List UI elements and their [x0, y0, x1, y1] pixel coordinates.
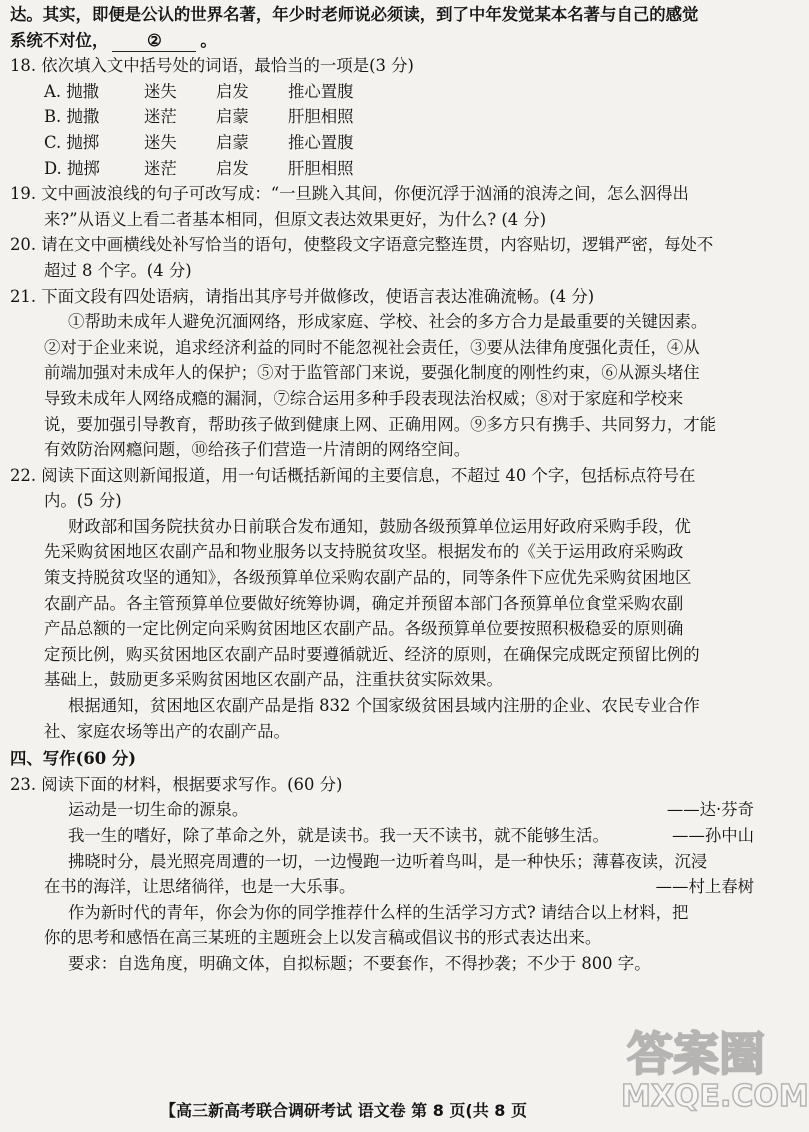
q23-task-line-2: 你的思考和感悟在高三某班的主题班会上以发言稿或倡议书的形式表达出来。 [44, 928, 602, 948]
q21-passage-line-3: 前端加强对未成年人的保护；⑤对于监管部门来说，要强化制度的刚性约束，⑥从源头堵住 [44, 363, 700, 383]
q21-stem: 21. 下面文段有四处语病，请指出其序号并做修改，使语言表达准确流畅。(4 分) [10, 286, 595, 306]
q18-option-b-letter: B. 抛撒 [44, 107, 100, 127]
q18-option-b-w2: 启蒙 [216, 107, 249, 127]
intro-line-2-end: 。 [200, 30, 217, 50]
q18-option-d-letter: D. 抛掷 [44, 158, 100, 178]
q18-option-c-letter: C. 抛掷 [44, 132, 100, 152]
q22-news-line-4: 农副产品。各主管预算单位要做好统筹协调，确定并预留本部门各预算单位食堂采购农副 [44, 593, 684, 613]
q23-requirements: 要求：自选角度，明确文体，自拟标题；不要套作，不得抄袭；不少于 800 字。 [68, 953, 651, 973]
intro-line-2-text: 系统不对位， [10, 30, 109, 50]
q18-option-c [10, 130, 758, 156]
intro-line-1: 达。其实，即便是公认的世界名著，年少时老师说必须读，到了中年发觉某本名著与自己的感觉 [10, 5, 699, 24]
q19-line-2: 来?”从语义上看二者基本相同，但原文表达效果更好，为什么? (4 分) [44, 209, 547, 229]
q18-option-a-letter: A. 抛撒 [44, 81, 100, 101]
q18-option-d-w2: 启发 [216, 158, 249, 178]
q18-option-b [10, 104, 758, 130]
q18-option-a [10, 79, 758, 105]
q23-task-line-1: 作为新时代的青年，你会为你的同学推荐什么样的生活学习方式? 请结合以上材料，把 [68, 902, 689, 922]
section-4-heading: 四、写作(60 分) [10, 749, 136, 769]
q21-passage-line-1: ①帮助未成年人避免沉湎网络，形成家庭、学校、社会的多方合力是最重要的关键因素。 [68, 312, 708, 332]
q23-quote-2-author: ——孙中山 [672, 826, 754, 845]
q22-line-2: 内。(5 分) [44, 491, 122, 511]
q23-quote-2 [10, 823, 758, 849]
q21-passage-line-6: 有效防治网瘾问题，⑩给孩子们营造一片清朗的网络空间。 [44, 440, 471, 460]
q18-option-c-w1: 迷失 [144, 132, 177, 152]
q22-news-line-1: 财政部和国务院扶贫办日前联合发布通知，鼓励各级预算单位运用好政府采购手段，优 [68, 516, 691, 536]
q22-news-line-9: 社、家庭农场等出产的农副产品。 [44, 721, 290, 741]
page-content [10, 2, 758, 977]
q18-option-d-w1: 迷茫 [144, 158, 177, 178]
q18-option-b-w1: 迷茫 [144, 107, 177, 127]
q18-option-c-w2: 启蒙 [216, 132, 249, 152]
q23-quote-3-author: ——村上春树 [655, 877, 754, 897]
q21-passage-line-5: 说，要加强引导教育，帮助孩子做到健康上网、正确用网。⑨多方只有携手、共同努力，才能 [44, 414, 717, 434]
q18-option-a-w2: 启发 [216, 81, 249, 101]
page-footer: 【高三新高考联合调研考试 语文卷 第 8 页(共 8 页 [160, 1101, 528, 1120]
watermark-top-text: 答案圈 [627, 1027, 765, 1081]
q22-news-line-5: 产品总额的一定比例定向采购贫困地区农副产品。各级预算单位要按照积极稳妥的原则确 [44, 619, 684, 639]
q20-line-2: 超过 8 个字。(4 分) [44, 260, 192, 280]
q18-option-c-w3: 推心置腹 [288, 132, 354, 152]
q23-quote-3-line-2-text: 在书的海洋，让思绪徜徉，也是一大乐事。 [44, 877, 356, 897]
q18-option-d [10, 156, 758, 182]
q23-quote-3-line-2 [10, 874, 758, 900]
q18-option-a-w1: 迷失 [144, 81, 177, 101]
q23-quote-3-line-1: 拂晓时分，晨光照亮周遭的一切，一边慢跑一边听着鸟叫，是一种快乐；薄暮夜读，沉浸 [68, 851, 708, 871]
q18-option-d-w3: 肝胆相照 [288, 158, 354, 178]
watermark-logo [621, 1027, 809, 1124]
q22-line-1: 22. 阅读下面这则新闻报道，用一句话概括新闻的主要信息，不超过 40 个字，包括标点符号在 [10, 465, 696, 485]
q23-quote-2-text: 我一生的嗜好，除了革命之外，就是读书。我一天不读书，就不能够生活。 [68, 826, 609, 845]
watermark-bottom-text: MXQE.COM [621, 1079, 809, 1114]
q23-quote-1-author: ——达·芬奇 [666, 800, 754, 820]
q23-quote-1 [10, 797, 758, 823]
q18-option-b-w3: 肝胆相照 [288, 107, 354, 127]
q21-passage-line-4: 导致未成年人网络成瘾的漏洞，⑦综合运用多种手段表现法治权威；⑧对于家庭和学校来 [44, 388, 684, 408]
q18-option-a-w3: 推心置腹 [288, 81, 354, 101]
q20-line-1: 20. 请在文中画横线处补写恰当的语句，使整段文字语意完整连贯，内容贴切，逻辑严密，每处不 [10, 235, 714, 255]
blank-2: ② [112, 31, 196, 52]
intro-line-2 [10, 28, 758, 54]
q23-stem: 23. 阅读下面的材料，根据要求写作。(60 分) [10, 774, 343, 794]
q23-quote-1-text: 运动是一切生命的源泉。 [68, 800, 249, 820]
q22-news-line-3: 策支持脱贫攻坚的通知》，各级预算单位采购农副产品的，同等条件下应优先采购贫困地区 [44, 568, 692, 588]
q22-news-line-6: 定预比例，购买贫困地区农副产品时要遵循就近、经济的原则，在确保完成既定预留比例的 [44, 644, 700, 664]
q22-news-line-2: 先采购贫困地区农副产品和物业服务以支持脱贫攻坚。根据发布的《关于运用政府采购政 [44, 542, 684, 562]
q21-passage-line-2: ②对于企业来说，追求经济利益的同时不能忽视社会责任，③要从法律角度强化责任，④从 [44, 337, 700, 357]
q22-news-line-8: 根据通知，贫困地区农副产品是指 832 个国家级贫困县域内注册的企业、农民专业合作 [68, 696, 700, 716]
q22-news-line-7: 基础上，鼓励更多采购贫困地区农副产品，注重扶贫实际效果。 [44, 670, 503, 690]
q19-line-1: 19. 文中画波浪线的句子可改写成：“一旦跳入其间，你便沉浮于汹涌的浪涛之间，怎么泅得出 [10, 184, 689, 204]
q18-stem: 18. 依次填入文中括号处的词语，最恰当的一项是(3 分) [10, 56, 414, 76]
